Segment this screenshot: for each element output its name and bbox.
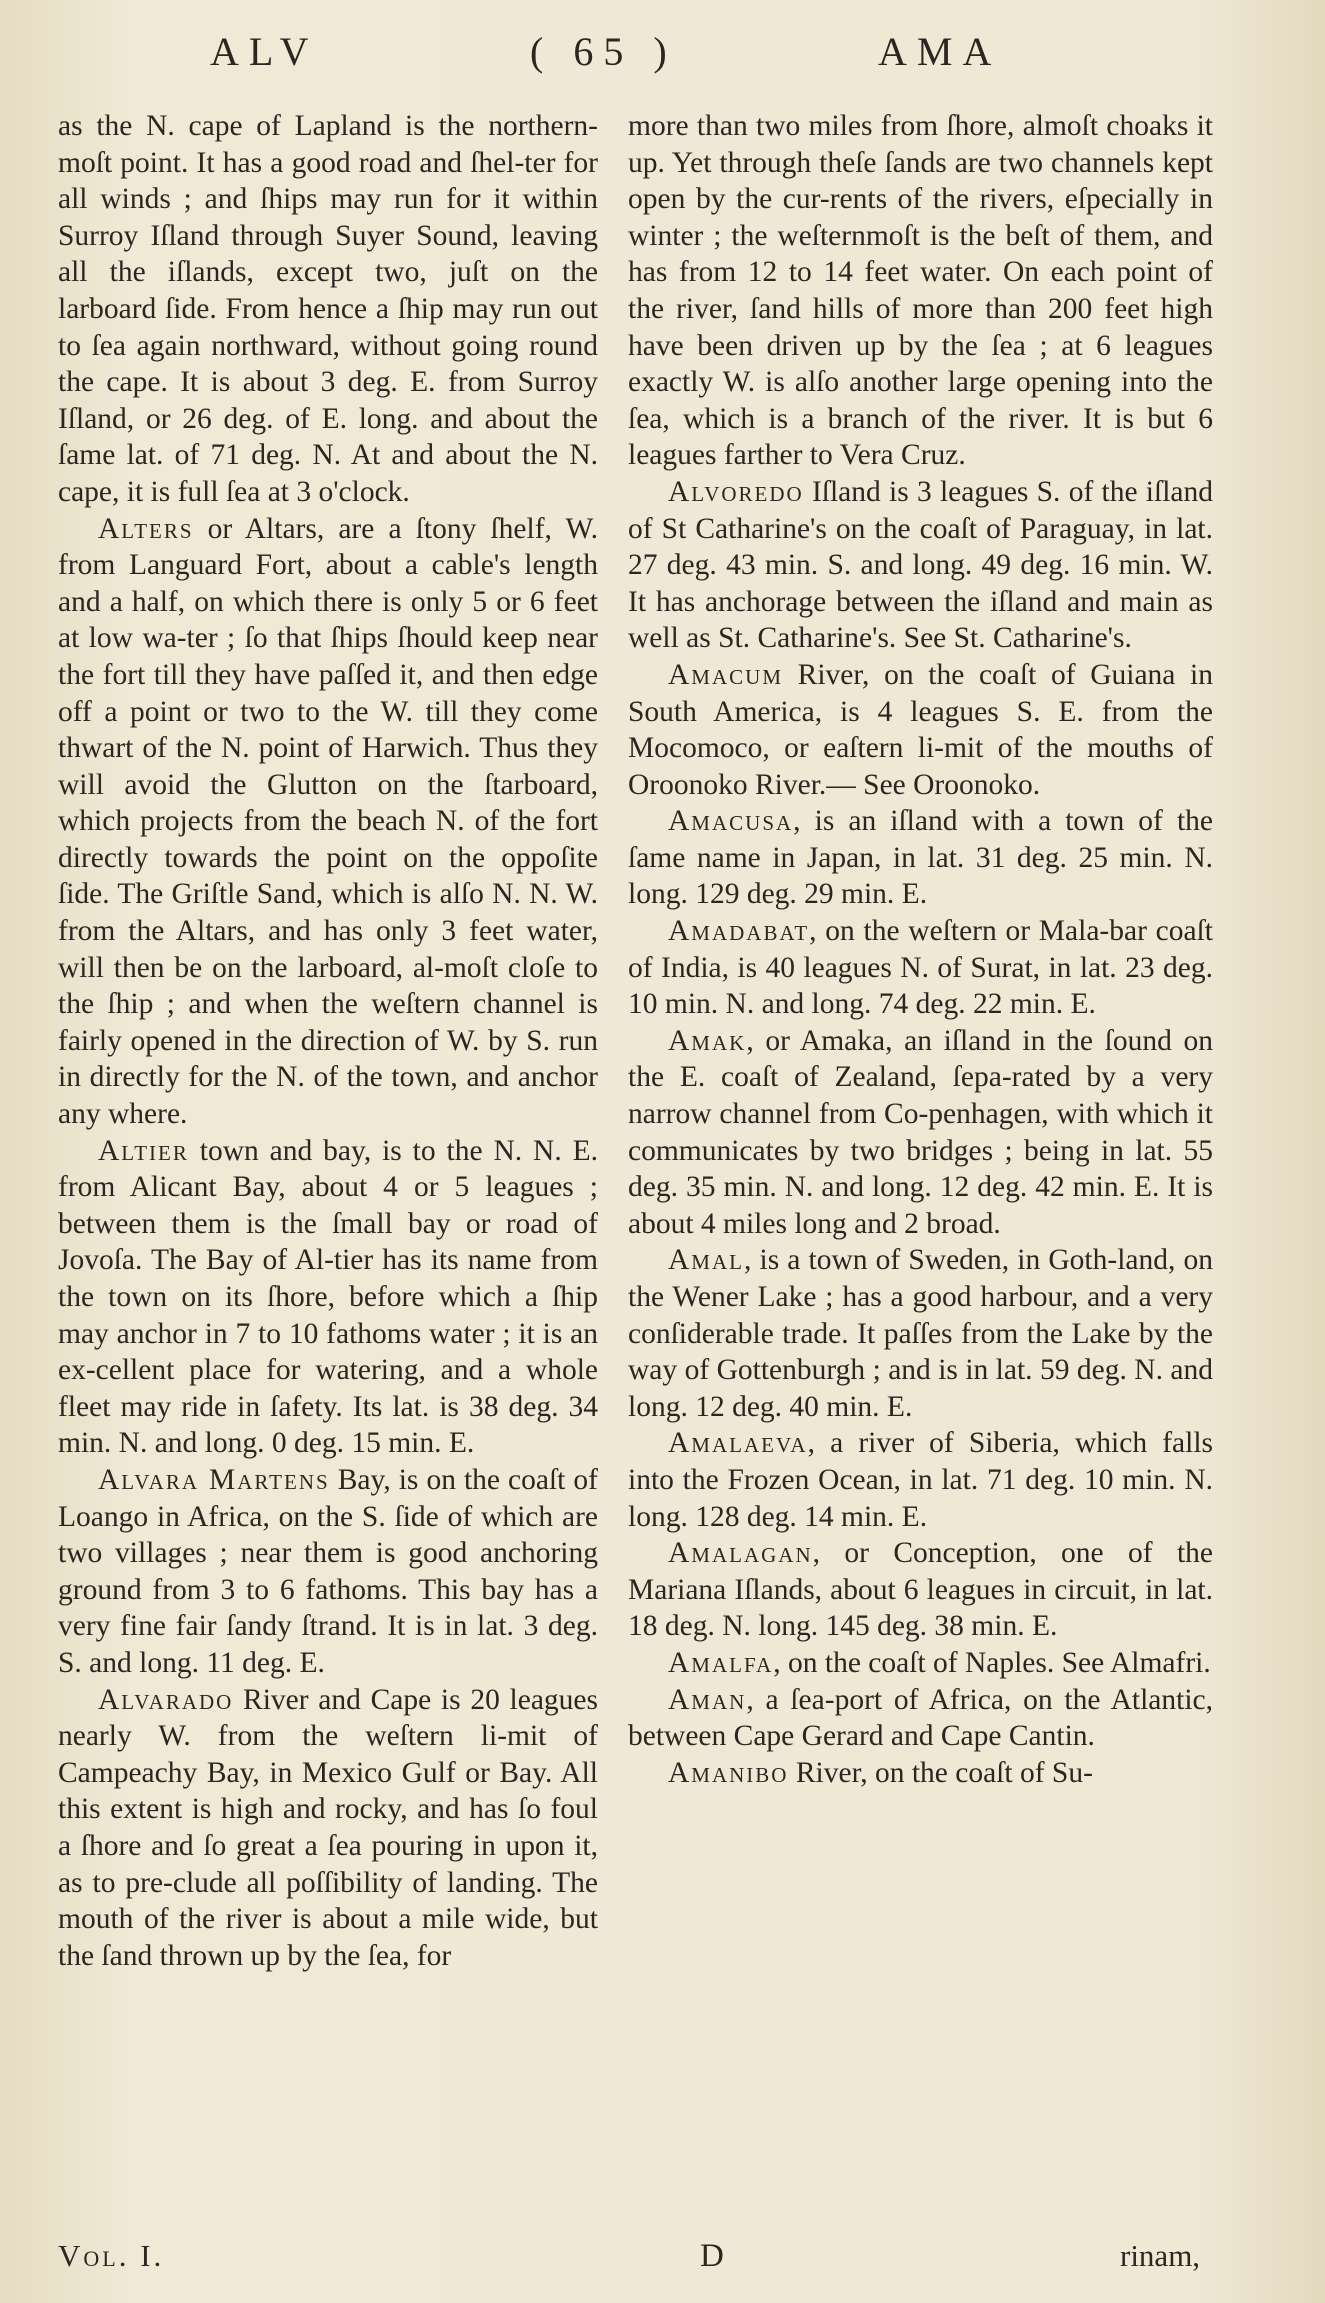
entry-term: Amacusa: [668, 805, 794, 838]
running-header: [0, 28, 1325, 88]
entry-term: Amalfa: [668, 1646, 774, 1679]
gazetteer-entry: [628, 1682, 1213, 1755]
entry-text: , on the weſtern or Mala-bar coaſt of India, is 40 leagues N. of Surat, in lat. 23 deg. 10 min. N. and long. 74 deg. 22 min. E.: [628, 915, 1213, 1021]
header-left-guide: ALV: [210, 29, 319, 74]
entry-text: , or Conception, one of the Mariana Iſlands, about 6 leagues in circuit, in lat. 18 deg. N. long. 145 deg. 38 min. E.: [628, 1537, 1213, 1643]
gazetteer-entry: [628, 657, 1213, 803]
gazetteer-entry: [628, 913, 1213, 1023]
entry-term: Altier: [98, 1134, 189, 1167]
gazetteer-entry: [628, 1755, 1213, 1792]
entry-term: Amacum: [668, 658, 783, 691]
entry-term: Alvarado: [98, 1683, 234, 1716]
entry-text: , a river of Siberia, which falls into the Frozen Ocean, in lat. 71 deg. 10 min. N. long. 128 deg. 14 min. E.: [628, 1427, 1213, 1533]
gazetteer-entry: [58, 1133, 598, 1462]
gazetteer-entry: [628, 1023, 1213, 1243]
gazetteer-entry: [58, 1462, 598, 1682]
entry-term: Amal: [668, 1244, 744, 1277]
gazetteer-entry: [628, 1425, 1213, 1535]
entry-text: more than two miles from ſhore, almoſt choaks it up. Yet through theſe ſands are two channels kept open by the cur-rents of the rivers, eſpecially in winter ; the weſternmoſt is the beſt of them, and has from 12 to 14 feet water. On each point of the river, ſand hills of more than 200 feet high have been driven up by the ſea ; at 6 leagues exactly W. is alſo another large opening into the ſea, which is a branch of the river. It is but 6 leagues farther to Vera Cruz.: [628, 110, 1213, 472]
entry-text: , a ſea-port of Africa, on the Atlantic, between Cape Gerard and Cape Cantin.: [628, 1683, 1213, 1753]
gazetteer-entry: [628, 1242, 1213, 1425]
entry-term: Alvara Martens: [98, 1463, 330, 1496]
entry-text: River, on the coaſt of Su-: [788, 1756, 1093, 1789]
gazetteer-entry: [628, 1535, 1213, 1645]
gazetteer-entry: [58, 108, 598, 511]
entry-term: Amanibo: [668, 1756, 789, 1789]
gazetteer-entry: [628, 108, 1213, 474]
page-footer: [0, 2238, 1325, 2288]
entry-text: , is a town of Sweden, in Goth-land, on the Wener Lake ; has a good harbour, and a very conſiderable trade. It paſſes from the Lake by the way of Gottenburgh ; and is in lat. 59 deg. N. and long. 12 deg. 40 min. E.: [628, 1244, 1213, 1423]
entry-term: Alvoredo: [668, 475, 804, 508]
left-column: [58, 108, 598, 1974]
entry-term: Alters: [98, 512, 194, 545]
signature-mark: D: [700, 2238, 724, 2274]
entry-term: Amak: [668, 1024, 747, 1057]
entry-text: town and bay, is to the N. N. E. from Alicant Bay, about 4 or 5 leagues ; between them is the ſmall bay or road of Jovoſa. The Bay of Al-tier has its name from the town on its ſhore, before which a ſhip may anchor in 7 to 10 fathoms water ; it is an ex-cellent place for watering, and a whole fleet may ride in ſafety. Its lat. is 38 deg. 34 min. N. and long. 0 deg. 15 min. E.: [58, 1134, 598, 1460]
entry-text: , on the coaſt of Naples. See Almafri.: [773, 1646, 1211, 1679]
entry-text: Iſland is 3 leagues S. of the iſland of St Catharine's on the coaſt of Paraguay, in lat. 27 deg. 43 min. S. and long. 49 deg. 16 min. W. It has anchorage between the iſland and main as well as St. Catharine's. See St. Catharine's.: [628, 475, 1213, 655]
gazetteer-entry: [628, 1645, 1213, 1682]
entry-text: , is an iſland with a town of the ſame name in Japan, in lat. 31 deg. 25 min. N. long. 129 deg. 29 min. E.: [628, 805, 1213, 911]
entry-text: as the N. cape of Lapland is the northern-moſt point. It has a good road and ſhel-ter for all winds ; and ſhips may run for it within Surroy Iſland through Suyer Sound, leaving all the iſlands, except two, juſt on the larboard ſide. From hence a ſhip may run out to ſea again northward, without going round the cape. It is about 3 deg. E. from Surroy Iſland, or 26 deg. of E. long. and about the ſame lat. of 71 deg. N. At and about the N. cape, it is full ſea at 3 o'clock.: [58, 110, 598, 508]
entry-term: Amalaeva: [668, 1427, 808, 1460]
entry-text: River and Cape is 20 leagues nearly W. from the weſtern li-mit of Campeachy Bay, in Mexico Gulf or Bay. All this extent is high and rocky, and has ſo foul a ſhore and ſo great a ſea pouring in upon it, as to pre-clude all poſſibility of landing. The mouth of the river is about a mile wide, but the ſand thrown up by the ſea, for: [58, 1683, 598, 1972]
entry-text: Bay, is on the coaſt of Loango in Africa, on the S. ſide of which are two villages ; near them is good anchoring ground from 3 to 6 fathoms. This bay has a very fine fair ſandy ſtrand. It is in lat. 3 deg. S. and long. 11 deg. E.: [58, 1463, 598, 1679]
gazetteer-entry: [628, 803, 1213, 913]
entry-term: Amalagan: [668, 1537, 813, 1570]
entry-text: River, on the coaſt of Guiana in South America, is 4 leagues S. E. from the Mocomoco, or eaſtern li-mit of the mouths of Oroonoko River.— See Oroonoko.: [628, 658, 1213, 801]
entry-text: , or Amaka, an iſland in the ſound on the E. coaſt of Zealand, ſepa-rated by a very narrow channel from Co-penhagen, with which it communicates by two bridges ; being in lat. 55 deg. 35 min. N. and long. 12 deg. 42 min. E. It is about 4 miles long and 2 broad.: [628, 1024, 1213, 1240]
entry-term: Aman: [668, 1683, 747, 1716]
entry-term: Amadabat: [668, 915, 810, 948]
header-right-guide: AMA: [878, 29, 1002, 74]
page-number: ( 65 ): [530, 29, 677, 74]
gazetteer-entry: [628, 474, 1213, 657]
right-column: [628, 108, 1213, 1791]
volume-label: Vol. I.: [58, 2238, 165, 2273]
catchword: rinam,: [1120, 2238, 1201, 2273]
gazetteer-entry: [58, 511, 598, 1133]
gazetteer-entry: [58, 1682, 598, 1975]
entry-text: or Altars, are a ſtony ſhelf, W. from Languard Fort, about a cable's length and a half, on which there is only 5 or 6 feet at low wa-ter ; ſo that ſhips ſhould keep near the fort till they have paſſed it, and then edge off a point or two to the W. till they come thwart of the N. point of Harwich. Thus they will avoid the Glutton on the ſtarboard, which projects from the beach N. of the fort directly towards the point on the oppoſite ſide. The Griſtle Sand, which is alſo N. N. W. from the Altars, and has only 3 feet water, will then be on the larboard, al-moſt cloſe to the ſhip ; and when the weſtern channel is fairly opened in the direction of W. by S. run in directly for the N. of the town, and anchor any where.: [58, 512, 598, 1131]
